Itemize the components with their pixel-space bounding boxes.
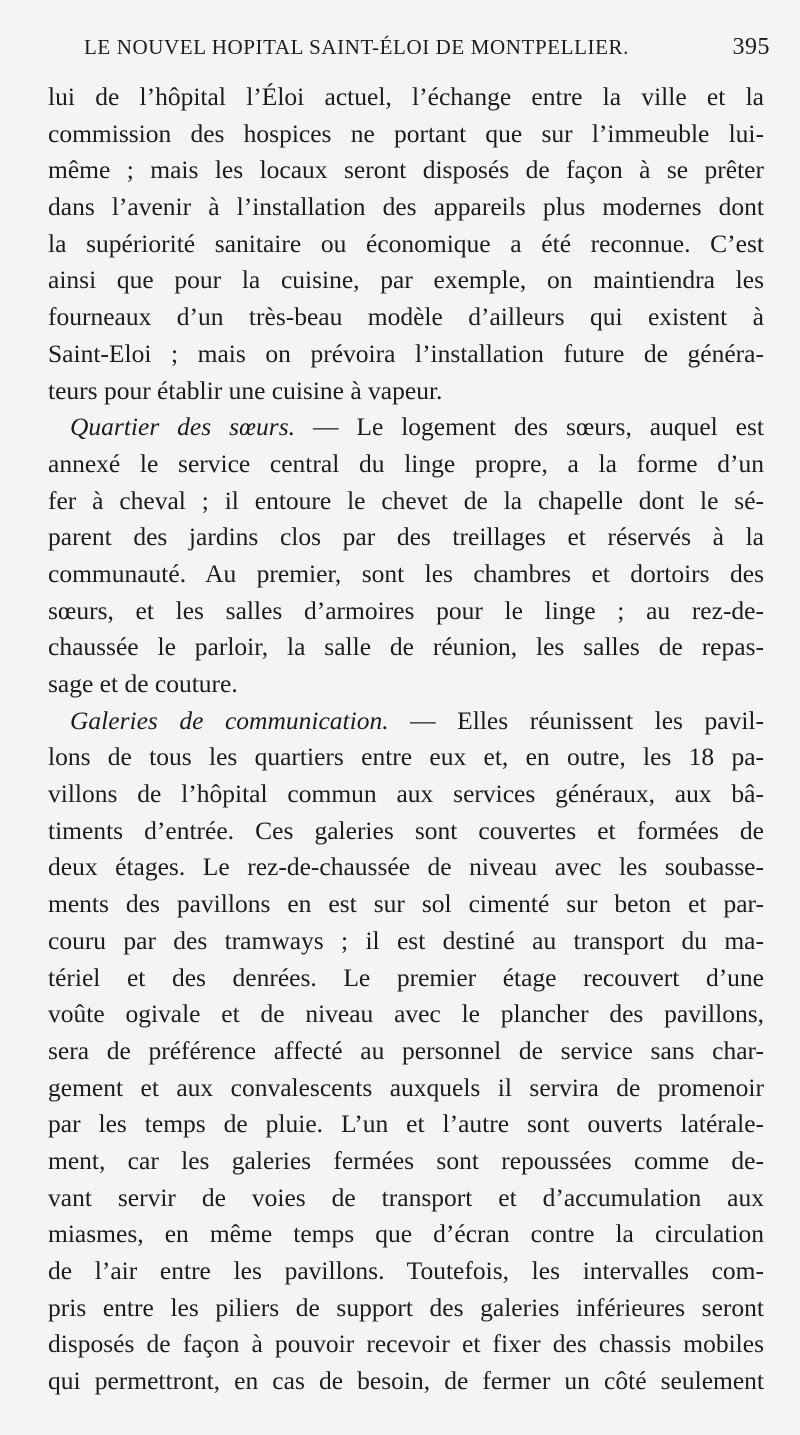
text-line: couru par des tramways ; il est destiné au transport du ma- (48, 925, 764, 955)
text-line: lons de tous les quartiers entre eux et, en outre, les 18 pa- (48, 742, 764, 772)
text-line: voûte ogivale et de niveau avec le plancher des pavillons, (48, 999, 764, 1029)
section-lead: Quartier des sœurs. (70, 412, 296, 442)
section-lead: Galeries de communication. (70, 705, 389, 735)
text-run: — Elles réunissent les pavil- (388, 705, 764, 735)
text-line: ments des pavillons en est sur sol cimenté sur beton et par- (48, 889, 764, 919)
text-line (48, 703, 764, 740)
paragraph-galeries-de-communication (48, 703, 764, 1400)
text-line: ainsi que pour la cuisine, par exemple, on maintiendra les (48, 265, 764, 295)
text-line: lui de l’hôpital l’Éloi actuel, l’échange entre la ville et la (48, 82, 764, 111)
text-line: miasmes, en même temps que d’écran contre la circulation (48, 1219, 764, 1249)
text-run: — Le logement des sœurs, auquel est (295, 412, 764, 442)
text-line: chaussée le parloir, la salle de réunion, les salles de repas- (48, 632, 764, 662)
text-line (48, 409, 764, 446)
text-line: tériel et des denrées. Le premier étage recouvert d’une (48, 962, 764, 992)
text-line: disposés de façon à pouvoir recevoir et fixer des chassis mobiles (48, 1329, 764, 1359)
text-line: sœurs, et les salles d’armoires pour le linge ; au rez-de- (48, 595, 764, 625)
text-line: parent des jardins clos par des treillages et réservés à la (48, 522, 764, 552)
text-line: villons de l’hôpital commun aux services généraux, aux bâ- (48, 779, 764, 809)
text-line: commission des hospices ne portant que sur l’immeuble lui- (48, 118, 764, 148)
text-line: même ; mais les locaux seront disposés de façon à se prêter (48, 155, 764, 185)
text-line: qui permettront, en cas de besoin, de fermer un côté seulement (48, 1366, 764, 1396)
running-title: LE NOUVEL HOPITAL SAINT-ÉLOI DE MONTPELLIER. (84, 35, 629, 59)
text-line: ment, car les galeries fermées sont repoussées comme de- (48, 1145, 764, 1175)
paragraph-quartier-des-soeurs (48, 409, 764, 703)
text-line: fourneaux d’un très-beau modèle d’ailleurs qui existent à (48, 302, 764, 332)
text-line: communauté. Au premier, sont les chambres et dortoirs des (48, 558, 764, 588)
text-line: sera de préférence affecté au personnel de service sans char- (48, 1035, 764, 1065)
text-line: sage et de couture. (48, 669, 238, 698)
page-number: 395 (732, 34, 770, 60)
text-line: vant servir de voies de transport et d’accumulation aux (48, 1182, 764, 1212)
text-line: annexé le service central du linge propre, a la forme d’un (48, 448, 764, 478)
text-line: de l’air entre les pavillons. Toutefois, les intervalles com- (48, 1256, 764, 1285)
body-text (48, 79, 764, 1400)
text-line: par les temps de pluie. L’un et l’autre sont ouverts latérale- (48, 1109, 764, 1139)
text-line: fer à cheval ; il entoure le chevet de la chapelle dont le sé- (48, 485, 764, 515)
text-line: gement et aux convalescents auxquels il servira de promenoir (48, 1072, 764, 1102)
text-line: la supériorité sanitaire ou économique a été reconnue. C’est (48, 228, 764, 258)
text-line: pris entre les piliers de support des galeries inférieures seront (48, 1292, 764, 1322)
text-line: timents d’entrée. Ces galeries sont couvertes et formées de (48, 815, 764, 845)
text-line: deux étages. Le rez-de-chaussée de niveau avec les soubasse- (48, 852, 764, 882)
text-line: dans l’avenir à l’installation des appareils plus modernes dont (48, 192, 764, 222)
paragraph-continuation (48, 79, 764, 409)
text-line: teurs pour établir une cuisine à vapeur. (48, 375, 443, 405)
running-header (62, 34, 770, 64)
text-line: Saint-Eloi ; mais on prévoira l’installation future de généra- (48, 338, 764, 368)
